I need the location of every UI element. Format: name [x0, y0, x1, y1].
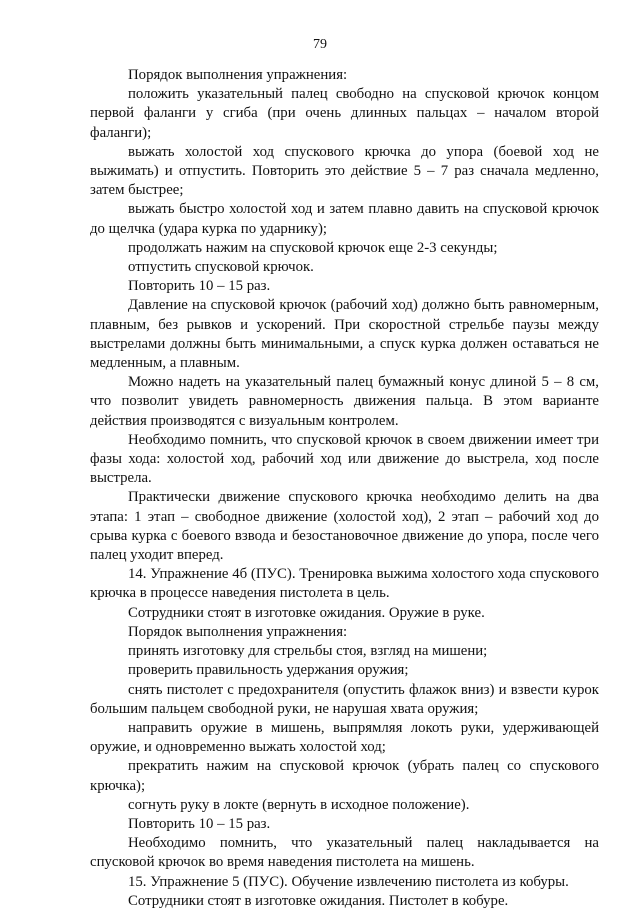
paragraph: проверить правильность удержания оружия; — [128, 662, 409, 679]
paragraph: Сотрудники стоят в изготовке ожидания. Пистолет в кобуре. — [128, 892, 509, 909]
paragraph: выжать быстро холостой ход и затем плавно давить на спусковой крючок до щелчка (удара курка по ударнику); — [90, 201, 599, 237]
page-number: 79 — [313, 37, 327, 52]
paragraph: Давление на спусковой крючок (рабочий ход) должно быть равномерным, плавным, без рывков и ускорений. При скоростной стрельбе паузы между выстрелами должны быть минимальными, а спуск курка должен оставаться не медленным, а плавным. — [90, 297, 599, 372]
paragraph: выжать холостой ход спускового крючка до упора (боевой ход не выжимать) и отпустить. Повторить это действие 5 – 7 раз сначала медленно, затем быстрее; — [90, 143, 599, 199]
paragraph: 14. Упражнение 4б (ПУС). Тренировка выжима холостого хода спускового крючка в процессе наведения пистолета в цель. — [90, 566, 599, 602]
paragraph: продолжать нажим на спусковой крючок еще 2-3 секунды; — [128, 239, 498, 256]
paragraph: положить указательный палец свободно на спусковой крючок концом первой фаланги у сгиба (при очень длинных пальцах – началом второй фаланги); — [90, 86, 599, 141]
paragraph: Повторить 10 – 15 раз. — [128, 815, 271, 832]
paragraph: Необходимо помнить, что указательный палец накладывается на спусковой крючок во время наведения пистолета на мишень. — [90, 835, 599, 871]
paragraph: Порядок выполнения упражнения: — [128, 67, 348, 83]
paragraph: снять пистолет с предохранителя (опустить флажок вниз) и взвести курок большим пальцем свободной руки, не нарушая хвата оружия; — [90, 681, 599, 717]
paragraph: Сотрудники стоят в изготовке ожидания. Оружие в руке. — [128, 604, 485, 621]
page-body — [90, 66, 599, 911]
paragraph: Порядок выполнения упражнения: — [128, 623, 348, 640]
paragraph: отпустить спусковой крючок. — [128, 259, 314, 276]
paragraph: Необходимо помнить, что спусковой крючок в своем движении имеет три фазы хода: холостой ход, рабочий ход или движение до выстрела, ход после выстрела. — [90, 431, 599, 487]
paragraph: направить оружие в мишень, выпрямляя локоть руки, удерживающей оружие, и одновременно выжать холостой ход; — [90, 719, 599, 756]
paragraph: согнуть руку в локте (вернуть в исходное положение). — [128, 796, 470, 813]
paragraph: принять изготовку для стрельбы стоя, взгляд на мишени; — [128, 643, 488, 660]
paragraph: прекратить нажим на спусковой крючок (убрать палец со спускового крючка); — [90, 758, 599, 794]
paragraph: Повторить 10 – 15 раз. — [128, 278, 271, 295]
paragraph: Практически движение спускового крючка необходимо делить на два этапа: 1 этап – свободное движение (холостой ход), 2 этап – рабочий ход до срыва курка с боевого взвода и безостановочное движение до упора, после чего палец уходит вперед. — [90, 489, 599, 564]
paragraph: Можно надеть на указательный палец бумажный конус длиной 5 – 8 см, что позволит увидеть равномерность движения пальца. В этом варианте действия производятся с визуальным контролем. — [90, 374, 599, 429]
paragraph: 15. Упражнение 5 (ПУС). Обучение извлечению пистолета из кобуры. — [128, 873, 569, 890]
